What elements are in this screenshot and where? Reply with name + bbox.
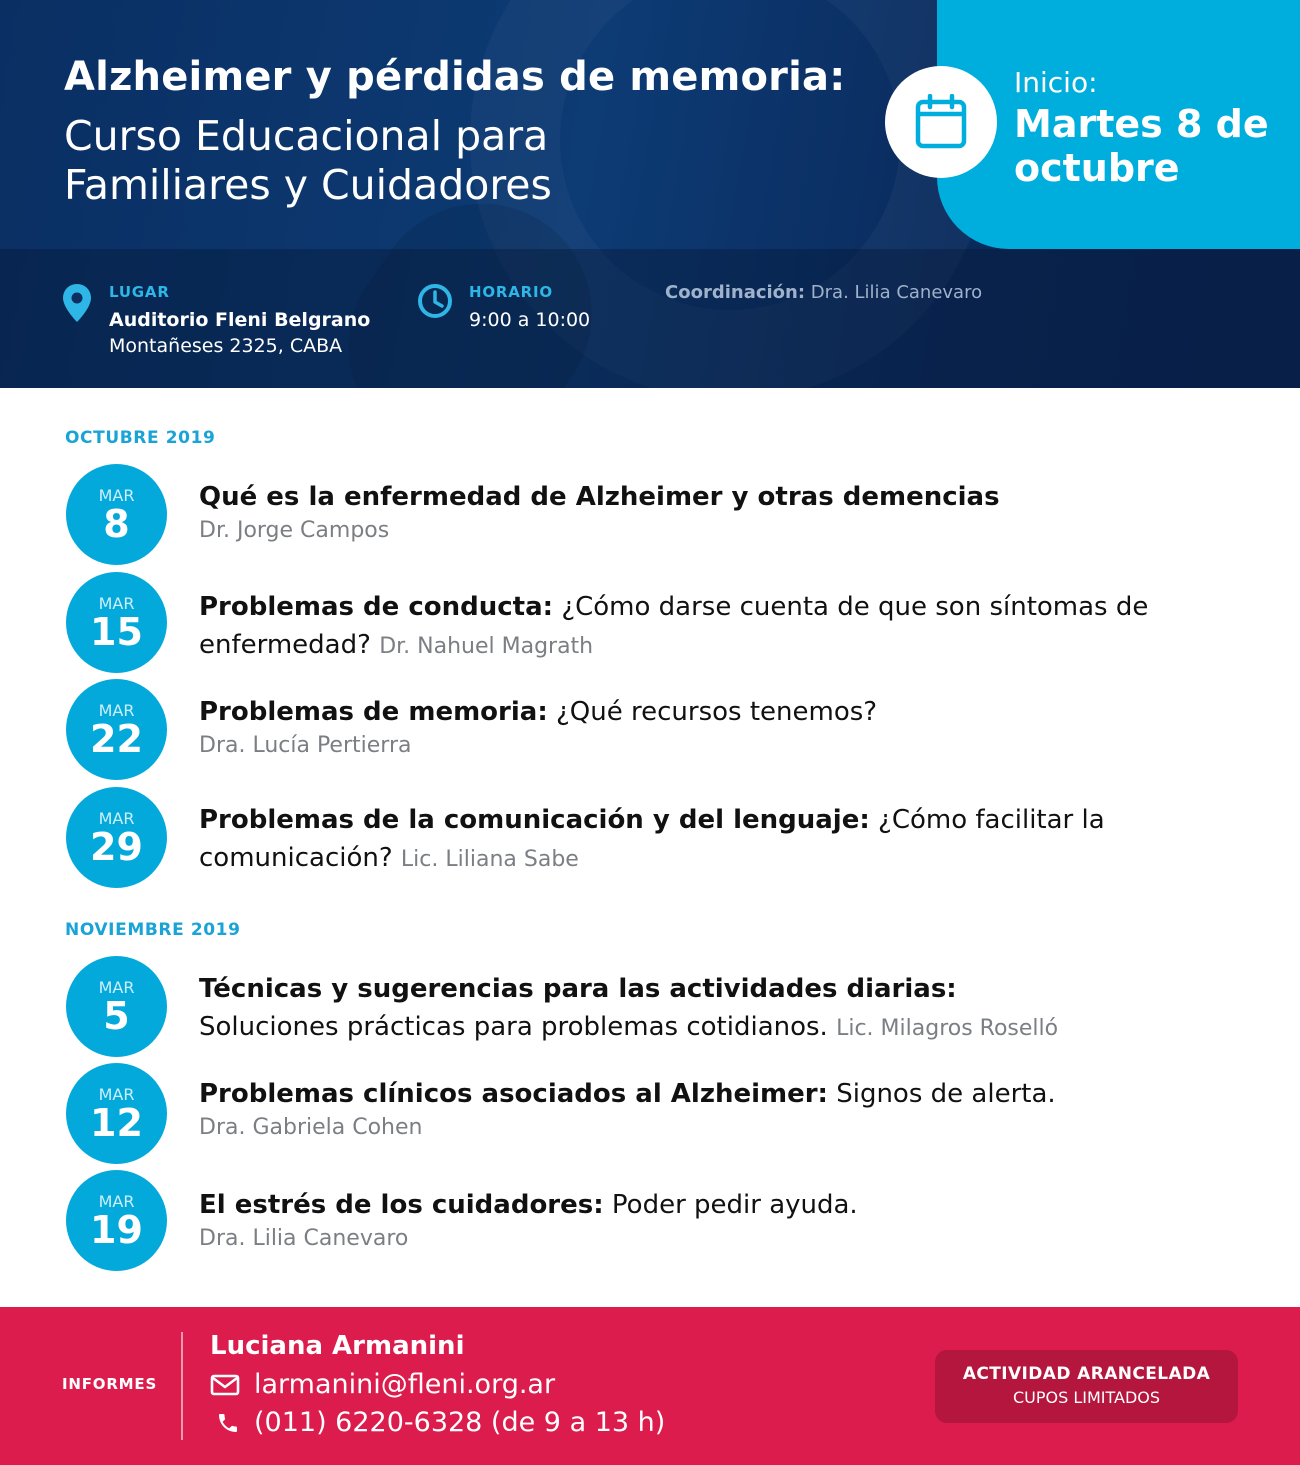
month-heading-october: OCTUBRE 2019 xyxy=(65,428,216,448)
clock-icon-wrap xyxy=(417,283,453,323)
date-circle xyxy=(66,1063,167,1164)
schedule-label: HORARIO xyxy=(469,283,553,301)
session-speaker: Dr. Jorge Campos xyxy=(199,518,390,543)
date-circle xyxy=(66,572,167,673)
session-description: Signos de alerta. xyxy=(836,1079,1056,1109)
footer xyxy=(0,1307,1300,1465)
badge-subtitle: CUPOS LIMITADOS xyxy=(1012,1388,1161,1407)
session-weekday: MAR xyxy=(98,1192,135,1211)
calendar-badge xyxy=(885,66,997,178)
session-text xyxy=(199,801,1159,879)
place-block xyxy=(109,283,370,357)
session-day: 12 xyxy=(90,1101,143,1145)
date-circle xyxy=(66,679,167,780)
date-circle xyxy=(66,956,167,1057)
session-topic: Problemas de la comunicación y del lenguaje: xyxy=(199,805,870,835)
coordination xyxy=(665,282,982,303)
informes-label: INFORMES xyxy=(62,1375,158,1393)
place-icon-wrap xyxy=(62,283,92,327)
session-topic: Qué es la enfermedad de Alzheimer y otras demencias xyxy=(199,482,1000,512)
place-label: LUGAR xyxy=(109,283,170,301)
start-label: Inicio: xyxy=(1014,66,1098,99)
place-address: Montañeses 2325, CABA xyxy=(109,335,343,357)
coordination-name: Dra. Lilia Canevaro xyxy=(810,282,983,303)
session-weekday: MAR xyxy=(98,701,135,720)
contact-email-link[interactable]: larmanini@fleni.org.ar xyxy=(254,1369,556,1400)
session-topic: Problemas clínicos asociados al Alzheimer: xyxy=(199,1079,828,1109)
email-row[interactable] xyxy=(210,1369,555,1400)
session-day: 8 xyxy=(103,502,130,546)
session-day: 29 xyxy=(90,825,143,869)
session-text xyxy=(199,478,1229,546)
date-circle xyxy=(66,464,167,565)
session-day: 22 xyxy=(90,717,143,761)
session-day: 5 xyxy=(103,994,130,1038)
page-subtitle: Curso Educacional para Familiares y Cuidadores xyxy=(64,112,552,209)
coordination-label: Coordinación: xyxy=(665,282,806,303)
fee-badge xyxy=(935,1350,1238,1423)
session-topic: El estrés de los cuidadores: xyxy=(199,1190,604,1220)
session-description: Poder pedir ayuda. xyxy=(611,1190,858,1220)
session-description: ¿Cómo facilitar la comunicación? xyxy=(199,805,1105,873)
month-heading-november: NOVIEMBRE 2019 xyxy=(65,920,241,940)
header-banner xyxy=(0,0,1300,388)
badge-title: ACTIVIDAD ARANCELADA xyxy=(962,1364,1211,1384)
start-date: Martes 8 de octubre xyxy=(1014,102,1269,190)
session-topic: Técnicas y sugerencias para las actividades diarias: xyxy=(199,974,957,1004)
session-speaker: Lic. Milagros Roselló xyxy=(836,1016,1059,1041)
session-weekday: MAR xyxy=(98,486,135,505)
session-topic: Problemas de memoria: xyxy=(199,697,548,727)
session-speaker: Dr. Nahuel Magrath xyxy=(379,634,594,659)
clock-icon xyxy=(417,283,453,319)
session-weekday: MAR xyxy=(98,594,135,613)
location-pin-icon xyxy=(62,283,92,323)
session-description: ¿Qué recursos tenemos? xyxy=(555,697,878,727)
page-title: Alzheimer y pérdidas de memoria: xyxy=(64,54,846,100)
session-speaker: Dra. Lucía Pertierra xyxy=(199,733,412,758)
phone-icon xyxy=(210,1411,244,1435)
session-text xyxy=(199,970,1229,1048)
envelope-icon xyxy=(210,1374,244,1396)
session-text xyxy=(199,693,1229,761)
session-description: Soluciones prácticas para problemas cotidianos. xyxy=(199,1012,828,1042)
session-speaker: Lic. Liliana Sabe xyxy=(400,847,579,872)
calendar-icon xyxy=(915,94,967,150)
session-day: 19 xyxy=(90,1208,143,1252)
phone-row[interactable] xyxy=(210,1407,665,1438)
contact-phone[interactable]: (011) 6220-6328 (de 9 a 13 h) xyxy=(254,1407,666,1438)
schedule-block xyxy=(469,283,590,331)
schedule-time: 9:00 a 10:00 xyxy=(469,309,591,331)
session-text xyxy=(199,588,1229,666)
session-topic: Problemas de conducta: xyxy=(199,592,554,622)
session-text xyxy=(199,1186,1229,1254)
session-weekday: MAR xyxy=(98,1085,135,1104)
session-speaker: Dra. Lilia Canevaro xyxy=(199,1226,409,1251)
footer-divider xyxy=(181,1332,183,1440)
place-name: Auditorio Fleni Belgrano xyxy=(109,309,371,331)
session-day: 15 xyxy=(90,610,143,654)
session-weekday: MAR xyxy=(98,809,135,828)
date-circle xyxy=(66,787,167,888)
session-text xyxy=(199,1075,1229,1143)
session-description: ¿Cómo darse cuenta de que son síntomas de enfermedad? xyxy=(199,592,1149,660)
date-circle xyxy=(66,1170,167,1271)
contact-name: Luciana Armanini xyxy=(210,1331,465,1361)
session-speaker: Dra. Gabriela Cohen xyxy=(199,1115,423,1140)
session-weekday: MAR xyxy=(98,978,135,997)
